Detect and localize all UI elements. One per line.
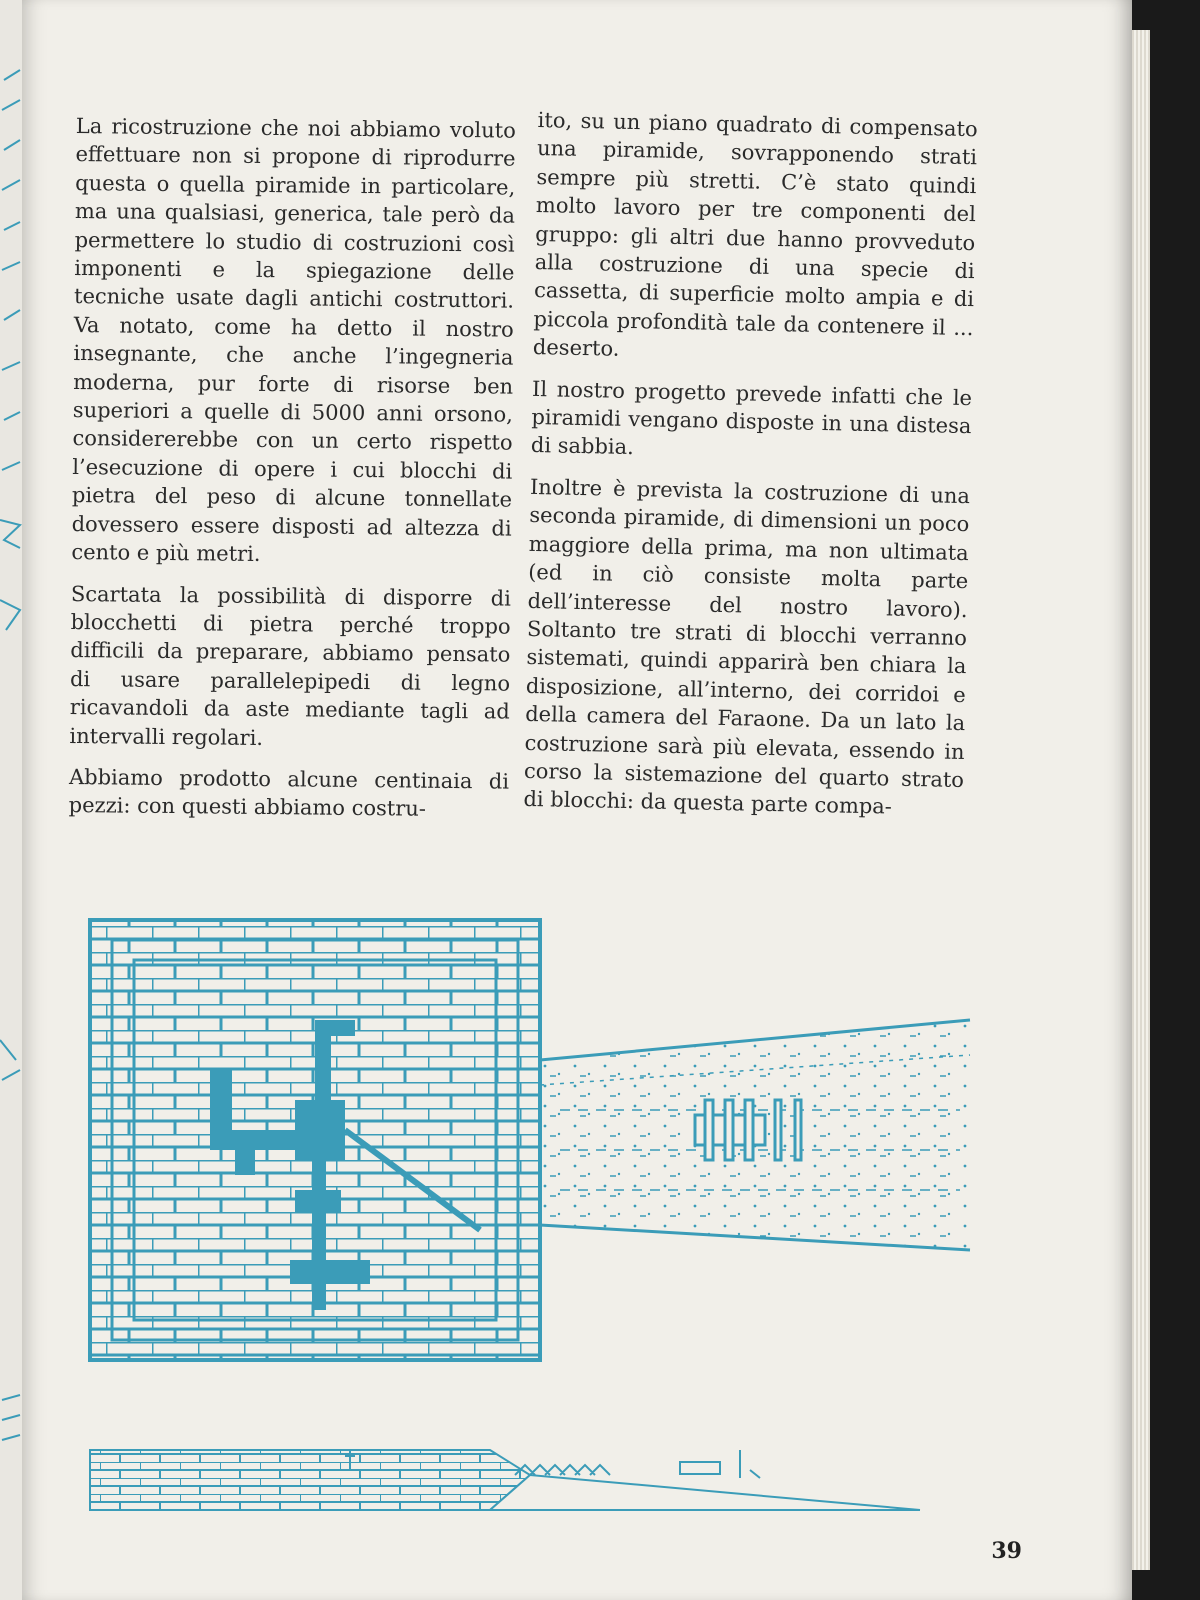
page-number: 39 [991, 1538, 1022, 1564]
pyramid-plan-illustration [60, 900, 980, 1380]
paragraph: ito, su un piano quadrato di compensato una piramide, sovrapponendo strati sempre più stretti. C’è stato quindi molto lavoro per tre componenti del gruppo: gli altri due hanno provveduto alla costruzione di una specie di cassetta, di superficie molto ampia e di piccola profondità tale da contenere il ... deserto. [532, 107, 978, 362]
paragraph: Il nostro progetto prevede infatti che le piramidi vengano disposte in una distesa di sabbia. [530, 376, 973, 460]
paragraph: La ricostruzione che noi abbiamo voluto effettuare non si propone di riprodurre questa o quella piramide in particolare, ma una qualsiasi, generica, tale però da permettere lo studio di costruzioni così imponenti e la spiegazione delle tecniche usate dagli antichi costruttori. Va notato, come ha detto il nostro insegnante, che anche l’ingegneria moderna, pur forte di risorse ben superiori a quelle di 5000 anni orsono, considererebbe con un certo rispetto l’esecuzione di opere i cui blocchi di pietra del peso di alcune tonnellate dovessero essere disposti ad altezza di cento e più metri. [71, 113, 516, 567]
pyramid-section-illustration [60, 1430, 940, 1530]
facing-page-illustration-fragment [0, 0, 22, 1600]
page-stack-edge [1132, 30, 1150, 1570]
left-text-column [68, 112, 516, 837]
paragraph: Abbiamo prodotto alcune centinaia di pezzi: con questi abbiamo costru- [68, 764, 510, 822]
right-text-column [523, 106, 978, 836]
ramp-and-desert [540, 1020, 970, 1250]
paragraph: Scartata la possibilità di disporre di blocchetti di pietra perché troppo difficili da preparare, abbiamo pensato di usare parallelepipedi di legno ricavandoli da aste mediante tagli ad intervalli regolari. [69, 581, 512, 750]
facing-page-edge [0, 0, 22, 1600]
paragraph: Inoltre è prevista la costruzione di una seconda piramide, di dimensioni un poco maggiore della prima, ma non ultimata (ed in ciò consiste molta parte dell’interesse del nostro lavoro). Soltanto tre strati di blocchi verranno sistemati, quindi apparirà ben chiara la disposizione, all’interno, dei corridoi e della camera del Faraone. Da un lato la costruzione sarà più elevata, essendo in corso la sistemazione del quarto strato di blocchi: da questa parte compa- [523, 474, 971, 819]
